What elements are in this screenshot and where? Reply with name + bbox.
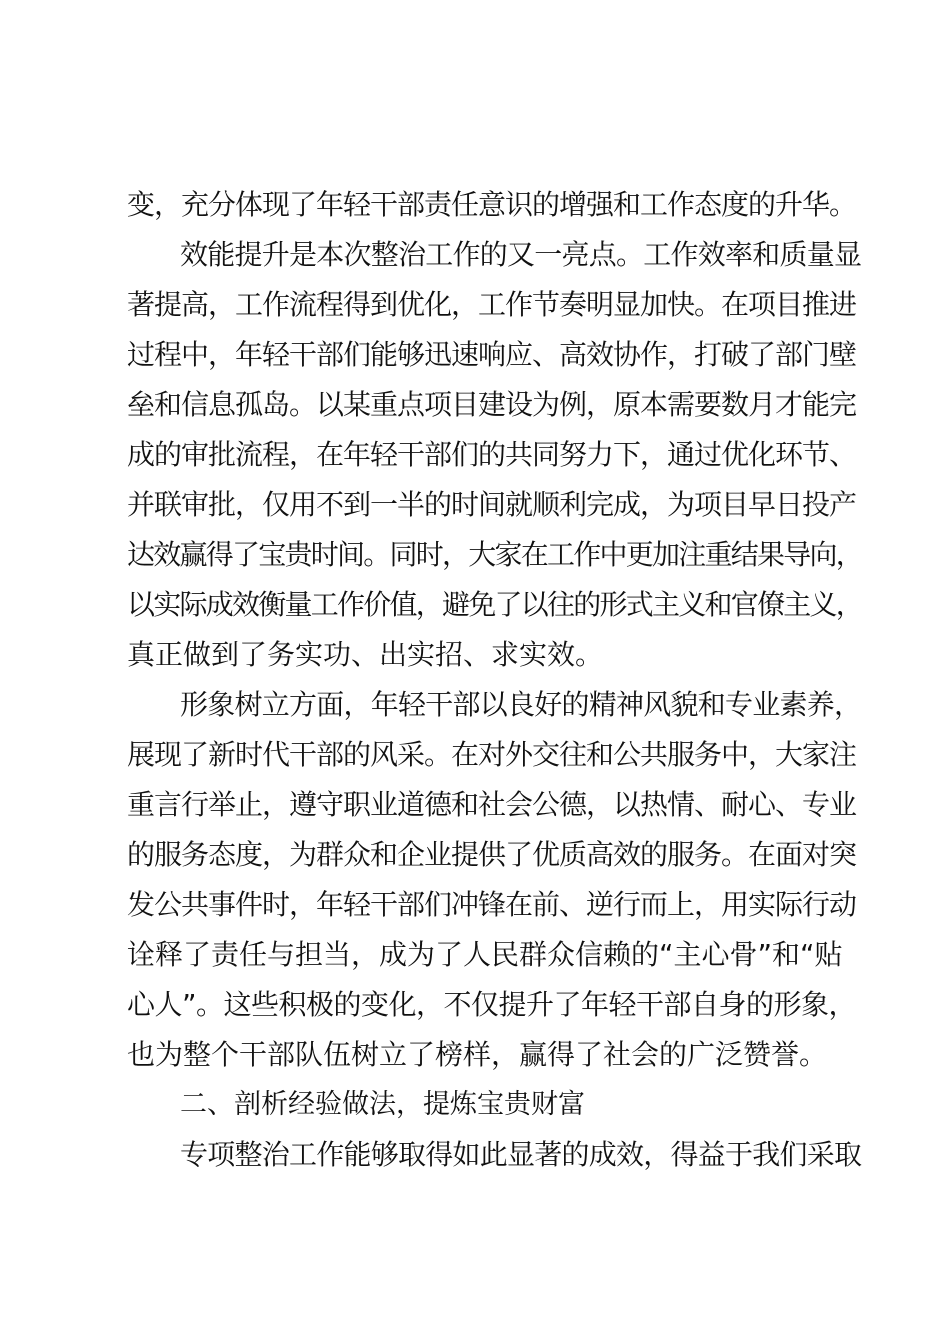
text-line: 发公共事件时，年轻干部们冲锋在前、逆行而上，用实际行动 bbox=[127, 888, 857, 921]
text-line: 诠释了责任与担当，成为了人民群众信赖的“主心骨”和“贴 bbox=[127, 938, 843, 971]
paragraph-start-line: 形象树立方面，年轻干部以良好的精神风貌和专业素养， bbox=[180, 688, 862, 721]
text-line: 以实际成效衡量工作价值，避免了以往的形式主义和官僚主义， bbox=[127, 588, 862, 621]
section-heading: 二、剖析经验做法，提炼宝贵财富 bbox=[180, 1089, 585, 1120]
text-line: 成的审批流程，在年轻干部们的共同努力下，通过优化环节、 bbox=[127, 438, 857, 471]
text-line: 著提高，工作流程得到优化，工作节奏明显加快。在项目推进 bbox=[127, 288, 857, 321]
text-line: 真正做到了务实功、出实招、求实效。 bbox=[127, 638, 604, 671]
text-line: 重言行举止，遵守职业道德和社会公德，以热情、耐心、专业 bbox=[127, 788, 857, 821]
text-line: 达效赢得了宝贵时间。同时，大家在工作中更加注重结果导向， bbox=[127, 538, 862, 571]
text-line: 心人”。这些积极的变化，不仅提升了年轻干部自身的形象， bbox=[127, 988, 857, 1021]
text-line: 展现了新时代干部的风采。在对外交往和公共服务中，大家注 bbox=[127, 738, 857, 771]
paragraph-start-line: 效能提升是本次整治工作的又一亮点。工作效率和质量显 bbox=[180, 238, 862, 271]
text-line: 的服务态度，为群众和企业提供了优质高效的服务。在面对突 bbox=[127, 838, 857, 871]
text-line: 过程中，年轻干部们能够迅速响应、高效协作，打破了部门壁 bbox=[127, 338, 857, 371]
text-line: 并联审批，仅用不到一半的时间就顺利完成，为项目早日投产 bbox=[127, 488, 857, 521]
text-line: 垒和信息孤岛。以某重点项目建设为例，原本需要数月才能完 bbox=[127, 388, 857, 421]
text-line: 变，充分体现了年轻干部责任意识的增强和工作态度的升华。 bbox=[127, 188, 857, 221]
text-line: 也为整个干部队伍树立了榜样，赢得了社会的广泛赞誉。 bbox=[127, 1038, 828, 1071]
paragraph-start-line: 专项整治工作能够取得如此显著的成效，得益于我们采取 bbox=[180, 1138, 862, 1171]
